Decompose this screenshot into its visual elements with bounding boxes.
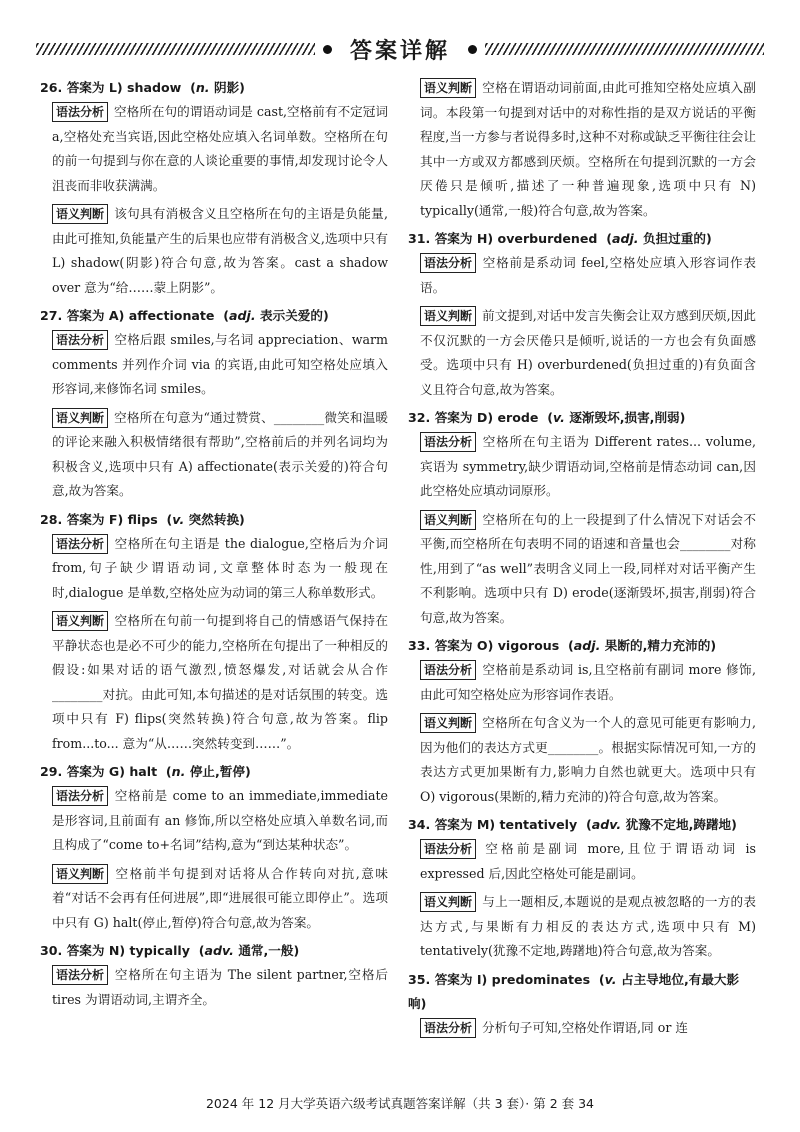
analysis-tag: 语义判断 [52,864,108,884]
analysis-text: 空格所在句前一句提到将自己的情感语气保持在平静状态也是必不可少的能力,空格所在句提出了一种相反的假设:如果对话的语气激烈,愤怒爆发,对话就会从合作________对抗。由此可知,本句描述的是对话氛围的转变。选项中只有 F) flips(突然转换)符合句意,故为答案。flip from...to... 意为“从……突然转变到……”。 [52,613,388,751]
analysis-paragraph [420,508,756,631]
page-footer: 2024 年 12 月大学英语六级考试真题答案详解（共 3 套）· 第 2 套 34 [205,1096,594,1111]
section-title: 答案详解 [350,38,451,64]
word-meaning: 占主导地位,有最大影响 [408,971,740,1011]
analysis-paragraph [52,862,388,936]
answer-heading: 31. 答案为 H) overburdened (adj. 负担过重的) [408,231,712,246]
answer-key: 27. 答案为 A) affectionate [40,308,215,323]
analysis-paragraph [420,711,756,809]
section-header [36,34,764,64]
analysis-tag: 语义判断 [420,78,476,98]
word-meaning: 犹豫不定地,踌躇地 [625,817,732,832]
answer-key: 26. 答案为 L) shadow [40,80,182,95]
analysis-text: 空格前是系动词 feel,空格处应填入形容词作表语。 [420,255,756,295]
word-meaning: 突然转换 [188,511,240,527]
header-dot-left [323,45,332,54]
answer-heading: 32. 答案为 D) erode (v. 逐渐毁坏,损害,削弱) [408,410,686,425]
header-hatch-left [36,43,315,55]
analysis-paragraph [420,658,756,707]
answer-heading: 27. 答案为 A) affectionate (adj. 表示关爱的) [40,308,329,323]
right-column [408,76,756,1044]
analysis-paragraph [420,837,756,886]
answer-heading: 28. 答案为 F) flips (v. 突然转换) [40,511,245,527]
analysis-text: 空格前是副词 more,且位于谓语动词 is expressed 后,因此空格处可能是副词。 [420,841,756,881]
analysis-text: 空格前是 come to an immediate,immediate 是形容词,且前面有 an 修饰,所以空格处应填入单数名词,而且构成了“come to+名词”结构,意为“到达某种状态”。 [52,788,388,852]
analysis-text: 空格前是系动词 is,且空格前有副词 more 修饰,由此可知空格处应为形容词作表语。 [420,662,756,702]
answer-key: 32. 答案为 D) erode [408,410,539,425]
answer-heading: 34. 答案为 M) tentatively (adv. 犹豫不定地,踌躇地) [408,817,737,832]
analysis-text: 前文提到,对话中发言失衡会让双方感到厌烦,因此不仅沉默的一方会厌倦只是倾听,说话的一方也会有负面感受。选项中只有 H) overburdened(负担过重的)有负面含义且符合句意,故为答案。 [420,308,756,397]
word-meaning: 通常,一般 [238,943,294,958]
word-meaning: 负担过重的 [642,231,706,246]
analysis-text: 空格所在句主语是 the dialogue,空格后为介词 from,句子缺少谓语动词,文章整体时态为一般现在时,dialogue 是单数,空格处应为动词的第三人称单数形式。 [52,535,388,600]
analysis-paragraph [52,784,388,858]
answer-columns [40,76,756,1044]
word-meaning: 阴影 [213,80,240,95]
part-of-speech: adv. [204,943,234,958]
analysis-text: 空格所在句的上一段提到了什么情况下对话会不平衡,而空格所在句表明不同的语速和音量也会________对称性,用到了“as well”表明含义同上一段,同样对对话平衡产生不利影响。选项中只有 D) erode(逐渐毁坏,损害,削弱)符合句意,故为答案。 [420,511,756,625]
analysis-tag: 语法分析 [420,253,476,273]
analysis-paragraph [420,251,756,300]
analysis-text: 该句具有消极含义且空格所在句的主语是负能量,由此可推知,负能量产生的后果也应带有消极含义,选项中只有 L) shadow(阴影)符合句意,故为答案。cast a shadow over 意为“给……蒙上阴影”。 [52,206,388,295]
word-meaning: 果断的,精力充沛的 [604,638,711,653]
answer-item [408,813,756,964]
word-meaning: 停止,暂停 [189,764,245,779]
analysis-tag: 语法分析 [52,534,108,554]
analysis-tag: 语义判断 [52,408,108,428]
analysis-paragraph [420,430,756,504]
analysis-paragraph [420,304,756,402]
answer-item [40,304,388,504]
part-of-speech: v. [172,511,185,527]
analysis-paragraph [420,890,756,964]
answer-heading: 33. 答案为 O) vigorous (adj. 果断的,精力充沛的) [408,638,717,653]
part-of-speech: n. [195,80,210,95]
analysis-tag: 语义判断 [420,510,476,530]
answer-heading: 29. 答案为 G) halt (n. 停止,暂停) [40,764,251,779]
answer-key: 31. 答案为 H) overburdened [408,231,598,246]
answer-item [408,968,756,1041]
answer-item [408,227,756,402]
analysis-paragraph [420,1016,756,1041]
analysis-tag: 语法分析 [52,102,108,122]
analysis-tag: 语法分析 [52,965,108,985]
analysis-tag: 语法分析 [52,786,108,806]
answer-item [40,939,388,1012]
part-of-speech: adj. [573,638,601,653]
analysis-text: 与上一题相反,本题说的是观点被忽略的一方的表达方式,与果断有力相反的表达方式,选项中只有 M) tentatively(犹豫不定地,踌躇地)符合句意,故为答案。 [420,894,756,958]
analysis-tag: 语义判断 [420,713,476,733]
analysis-tag: 语法分析 [420,660,476,680]
analysis-tag: 语义判断 [52,611,108,631]
answer-item [408,634,756,809]
answer-key: 30. 答案为 N) typically [40,943,190,958]
analysis-paragraph [52,406,388,504]
analysis-text: 空格所在句的谓语动词是 cast,空格前有不定冠词 a,空格处充当宾语,因此空格处应填入名词单数。空格所在句的前一句提到与你在意的人谈论重要的事情,却发现讨论令人沮丧而非收获满满。 [52,104,388,193]
answer-heading: 26. 答案为 L) shadow (n. 阴影) [40,80,245,95]
answer-key: 33. 答案为 O) vigorous [408,638,560,653]
analysis-paragraph [52,963,388,1012]
answer-heading: 30. 答案为 N) typically (adv. 通常,一般) [40,943,300,958]
answer-heading: 35. 答案为 I) predominates (v. 占主导地位,有最大影响) [408,971,740,1011]
part-of-speech: adj. [229,308,256,323]
header-dot-right [468,45,477,54]
analysis-text: 空格在谓语动词前面,由此可推知空格处应填入副词。本段第一句提到对话中的对称性指的是双方说话的平衡程度,当一方参与者说得多时,这种不对称或缺乏平衡往往会让其中一方或双方都感到厌烦。空格所在句提到沉默的一方会厌倦只是倾听,描述了一种普遍现象,选项中只有 N) typically(通常,一般)符合句意,故为答案。 [420,80,756,218]
word-meaning: 表示关爱的 [260,308,323,323]
analysis-paragraph [420,76,756,223]
answer-key: 28. 答案为 F) flips [40,511,158,527]
part-of-speech: adj. [611,231,639,246]
analysis-text: 空格所在句含义为一个人的意见可能更有影响力,因为他们的表达方式更________。根据实际情况可知,一方的表达方式更加果断有力,影响力自然也就更大。选项中只有 O) vigorous(果断的,精力充沛的)符合句意,故为答案。 [420,715,756,804]
analysis-tag: 语义判断 [420,306,476,326]
analysis-tag: 语法分析 [420,839,476,859]
word-meaning: 逐渐毁坏,损害,削弱 [569,410,680,425]
answer-key: 35. 答案为 I) predominates [408,971,591,987]
analysis-text: 空格所在句主语为 Different rates... volume,宾语为 symmetry,缺少谓语动词,空格前是情态动词 can,因此空格处应填动词原形。 [420,434,756,498]
analysis-text: 空格后跟 smiles,与名词 appreciation、warm comments 并列作介词 via 的宾语,由此可知空格处应填入形容词,来修饰名词 smiles。 [52,332,388,396]
analysis-text: 空格前半句提到对话将从合作转向对抗,意味着“对话不会再有任何进展”,即“进展很可能立即停止”。选项中只有 G) halt(停止,暂停)符合句意,故为答案。 [52,865,388,930]
answer-item [40,76,388,300]
analysis-paragraph [52,100,388,198]
analysis-tag: 语法分析 [420,1018,476,1038]
analysis-text: 空格所在句意为“通过赞赏、________微笑和温暖的评论来融入积极情绪很有帮助”,空格前后的并列名词均为积极含义,选项中只有 A) affectionate(表示关爱的)符合句意,故为答案。 [52,409,388,498]
header-hatch-right [485,43,764,55]
answer-key: 34. 答案为 M) tentatively [408,817,578,832]
part-of-speech: n. [171,764,186,779]
answer-item [408,406,756,630]
answer-item [412,76,756,223]
analysis-text: 分析句子可知,空格处作谓语,同 or 连 [482,1019,688,1035]
answer-item [40,760,388,935]
analysis-tag: 语法分析 [420,432,476,452]
analysis-tag: 语义判断 [52,204,108,224]
analysis-tag: 语义判断 [420,892,476,912]
analysis-paragraph [52,202,388,300]
analysis-paragraph [52,532,388,606]
analysis-text: 空格所在句主语为 The silent partner,空格后 tires 为谓语动词,主谓齐全。 [52,967,388,1007]
answer-item [40,508,388,757]
part-of-speech: v. [552,410,565,425]
answer-key: 29. 答案为 G) halt [40,764,158,779]
part-of-speech: v. [604,971,617,987]
left-column [40,76,388,1044]
analysis-paragraph [52,609,388,756]
part-of-speech: adv. [591,817,622,832]
analysis-tag: 语法分析 [52,330,108,350]
analysis-paragraph [52,328,388,402]
